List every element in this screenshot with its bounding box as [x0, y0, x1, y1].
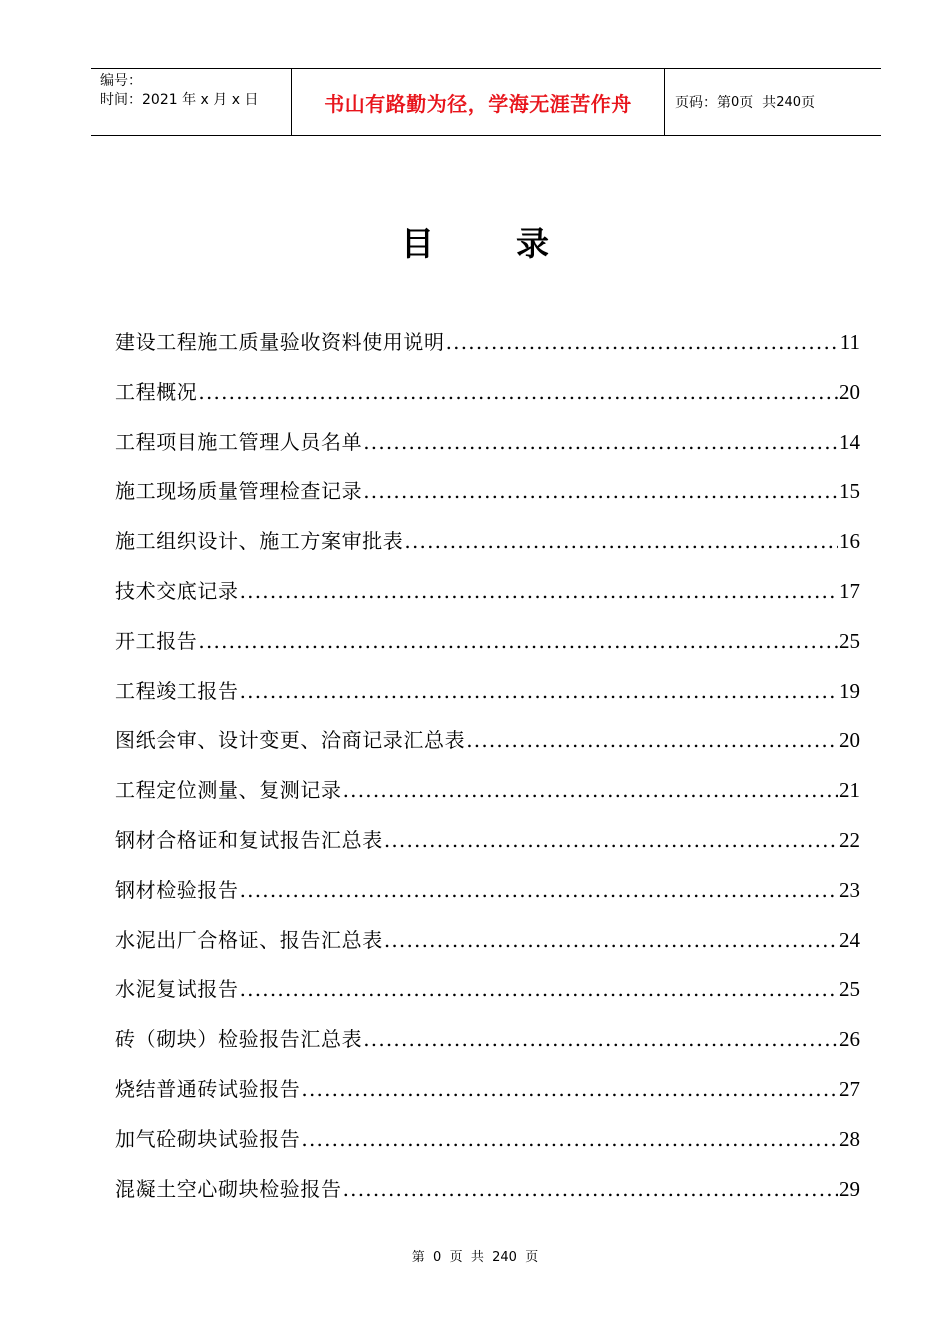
title-char-1: 目 — [401, 224, 434, 263]
toc-entry[interactable] — [115, 372, 860, 422]
toc-entry-page-number: 29 — [839, 1176, 860, 1201]
page-title — [0, 222, 950, 266]
page-code-current: 0 — [731, 94, 740, 110]
toc-entry-label: 工程定位测量、复测记录 — [115, 778, 342, 803]
toc-entry-label: 工程概况 — [115, 379, 198, 404]
toc-entry[interactable] — [115, 322, 860, 372]
toc-dot-leader — [301, 1069, 838, 1110]
toc-dot-leader — [240, 671, 838, 712]
toc-dot-leader — [363, 471, 838, 512]
toc-entry-label: 施工现场质量管理检查记录 — [115, 479, 363, 504]
title-char-2: 录 — [516, 224, 549, 263]
toc-entry-page-number: 28 — [839, 1126, 860, 1151]
toc-dot-leader — [198, 621, 838, 662]
toc-dot-leader — [240, 969, 838, 1010]
toc-entry-page-number: 14 — [839, 429, 860, 454]
toc-dot-leader — [343, 770, 838, 811]
toc-dot-leader — [446, 322, 839, 363]
toc-entry-page-number: 25 — [839, 977, 860, 1002]
toc-entry-label: 烧结普通砖试验报告 — [115, 1076, 301, 1101]
toc-entry-label: 钢材合格证和复试报告汇总表 — [115, 827, 383, 852]
toc-entry[interactable] — [115, 1019, 860, 1069]
toc-dot-leader — [363, 422, 838, 463]
toc-dot-leader — [301, 1119, 838, 1160]
toc-entry-page-number: 20 — [839, 728, 860, 753]
toc-entry[interactable] — [115, 1169, 860, 1219]
page-code-total: 240 — [776, 94, 802, 110]
toc-dot-leader — [343, 1169, 838, 1210]
toc-dot-leader — [240, 870, 838, 911]
toc-entry[interactable] — [115, 521, 860, 571]
toc-entry[interactable] — [115, 870, 860, 920]
toc-entry-label: 技术交底记录 — [115, 578, 239, 603]
header-slogan: 书山有路勤为径，学海无涯苦作舟 — [292, 69, 665, 135]
toc-entry-label: 混凝土空心砌块检验报告 — [115, 1176, 342, 1201]
toc-entry[interactable] — [115, 820, 860, 870]
page-footer: 第 0 页 共 240 页 — [411, 1250, 539, 1265]
toc-entry-page-number: 23 — [839, 877, 860, 902]
toc-entry-label: 砖（砌块）检验报告汇总表 — [115, 1027, 363, 1052]
toc-entry-label: 建设工程施工质量验收资料使用说明 — [115, 330, 445, 354]
toc-dot-leader — [240, 571, 838, 612]
toc-entry-page-number: 15 — [839, 479, 860, 504]
table-of-contents — [115, 322, 860, 1218]
document-number-label: 编号： — [100, 73, 142, 89]
page-code-mid: 页 共 — [739, 95, 777, 111]
toc-entry-label: 开工报告 — [115, 628, 198, 653]
toc-entry[interactable] — [115, 571, 860, 621]
toc-entry-label: 图纸会审、设计变更、洽商记录汇总表 — [115, 728, 466, 753]
toc-entry-page-number: 22 — [839, 827, 860, 852]
header-page-code — [665, 69, 881, 135]
toc-dot-leader — [404, 521, 838, 562]
toc-dot-leader — [384, 920, 838, 961]
toc-entry-page-number: 24 — [839, 927, 860, 952]
toc-entry-label: 施工组织设计、施工方案审批表 — [115, 529, 404, 554]
header-meta-cell — [91, 69, 292, 135]
toc-entry-label: 水泥复试报告 — [115, 977, 239, 1002]
toc-dot-leader — [384, 820, 838, 861]
toc-entry-label: 加气砼砌块试验报告 — [115, 1126, 301, 1151]
toc-entry[interactable] — [115, 770, 860, 820]
toc-dot-leader — [363, 1019, 838, 1060]
toc-entry-label: 工程项目施工管理人员名单 — [115, 429, 363, 454]
page-header — [91, 68, 881, 136]
toc-entry-page-number: 20 — [839, 379, 860, 404]
toc-entry-label: 水泥出厂合格证、报告汇总表 — [115, 927, 383, 952]
toc-entry-page-number: 26 — [839, 1027, 860, 1052]
toc-dot-leader — [466, 720, 838, 761]
toc-entry-page-number: 11 — [839, 330, 860, 354]
toc-dot-leader — [198, 372, 838, 413]
page-code-suffix: 页 — [801, 95, 816, 111]
page-code-prefix: 页码：第 — [675, 95, 731, 111]
toc-entry-page-number: 25 — [839, 628, 860, 653]
toc-entry-page-number: 27 — [839, 1076, 860, 1101]
toc-entry[interactable] — [115, 621, 860, 671]
toc-entry[interactable] — [115, 1069, 860, 1119]
document-time-label: 时间：2021 年 x 月 x 日 — [100, 92, 259, 108]
toc-entry[interactable] — [115, 720, 860, 770]
toc-entry-page-number: 17 — [839, 578, 860, 603]
toc-entry[interactable] — [115, 1119, 860, 1169]
toc-entry[interactable] — [115, 920, 860, 970]
toc-entry[interactable] — [115, 471, 860, 521]
toc-entry[interactable] — [115, 969, 860, 1019]
toc-entry-page-number: 19 — [839, 678, 860, 703]
toc-entry[interactable] — [115, 422, 860, 472]
toc-entry-page-number: 21 — [839, 778, 860, 803]
toc-entry[interactable] — [115, 671, 860, 721]
toc-entry-page-number: 16 — [839, 529, 860, 554]
toc-entry-label: 钢材检验报告 — [115, 877, 239, 902]
toc-entry-label: 工程竣工报告 — [115, 678, 239, 703]
